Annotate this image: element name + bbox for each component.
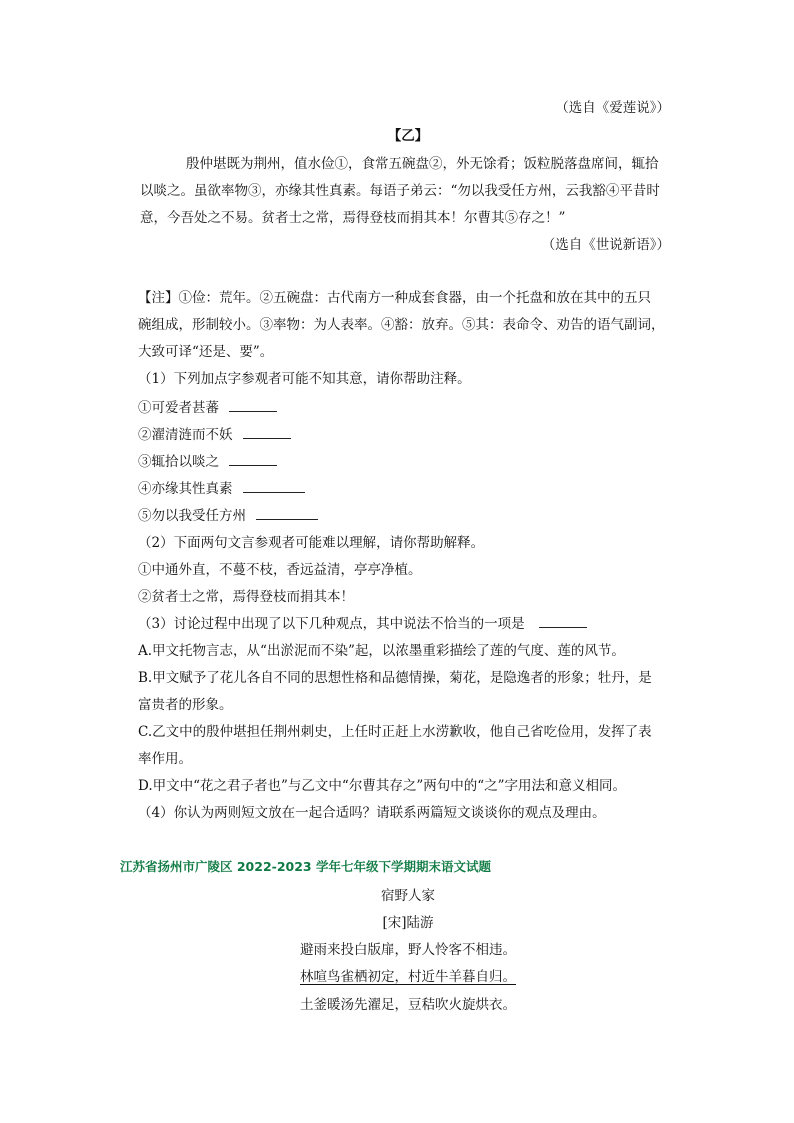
q3-line: A.甲文托物言志，从“出淤泥而不染”起，以浓墨重彩描绘了莲的气度、莲的风节。 bbox=[138, 643, 625, 659]
q1-item-text: ①可爱者甚蕃 bbox=[138, 400, 219, 416]
yi-line-3: 意，今吾处之不易。贫者士之常，焉得登枝而捐其本！尔曹其⑤存之！” bbox=[140, 210, 566, 226]
q2-item: ②贫者士之常，焉得登枝而捐其本！ bbox=[138, 589, 354, 605]
q3-prompt: （3）讨论过程中出现了以下几种观点，其中说法不恰当的一项是 bbox=[138, 616, 525, 632]
q3-line: D.甲文中“花之君子者也”与乙文中“尔曹其存之”两句中的“之”字用法和意义相同。 bbox=[138, 778, 627, 794]
q1-item-text: ③辄拾以啖之 bbox=[138, 454, 219, 470]
answer-blank[interactable] bbox=[243, 426, 291, 439]
q1-item bbox=[138, 396, 277, 416]
note-line-2: 碗组成，形制较小。③率物：为人表率。④豁：放弃。⑤其：表命令、劝告的语气副词， bbox=[138, 317, 665, 333]
q1-item-text: ⑤勿以我受任方州 bbox=[138, 508, 246, 524]
q3-line: 富贵者的形象。 bbox=[138, 697, 233, 713]
q2-item: ①中通外直，不蔓不枝，香远益清，亭亭净植。 bbox=[138, 562, 422, 578]
q1-item bbox=[138, 423, 291, 443]
yi-line-1: 殷仲堪既为荆州，值水俭①，食常五碗盘②，外无馀肴；饭粒脱落盘席间，辄拾 bbox=[186, 156, 659, 172]
jia-source: （选自《爱莲说》） bbox=[555, 100, 670, 116]
q1-item bbox=[138, 477, 305, 497]
q3-line: B.甲文赋予了花儿各自不同的思想性格和品德情操，菊花，是隐逸者的形象；牡丹，是 bbox=[138, 670, 652, 686]
answer-blank[interactable] bbox=[229, 399, 277, 412]
answer-blank[interactable] bbox=[229, 453, 277, 466]
question-4: （4）你认为两则短文放在一起合适吗？请联系两篇短文谈谈你的观点及理由。 bbox=[138, 805, 606, 821]
q3-line: 率作用。 bbox=[138, 751, 192, 767]
note-line-1: 【注】①俭：荒年。②五碗盘：古代南方一种成套食器，由一个托盘和放在其中的五只 bbox=[138, 290, 651, 306]
yi-heading: 【乙】 bbox=[387, 128, 429, 144]
poem-line-text: 林喧鸟雀栖初定，村近牛羊暮自归。 bbox=[300, 969, 516, 985]
poem-line: 土釜暖汤先濯足，豆秸吹火旋烘衣。 bbox=[300, 997, 516, 1013]
answer-blank[interactable] bbox=[256, 507, 318, 520]
poem-line-underlined bbox=[140, 965, 676, 985]
q2-prompt: （2）下面两句文言参观者可能难以理解，请你帮助解释。 bbox=[138, 535, 485, 551]
poem-line: 避雨来投白版扉，野人怜客不相违。 bbox=[300, 942, 516, 958]
answer-blank[interactable] bbox=[539, 615, 587, 628]
note-line-3: 大致可译“还是、要”。 bbox=[138, 344, 274, 360]
poem-author: [宋]陆游 bbox=[382, 915, 434, 931]
q1-item bbox=[138, 504, 318, 524]
q1-item-text: ②濯清涟而不妖 bbox=[138, 427, 233, 443]
section-title: 江苏省扬州市广陵区 2022-2023 学年七年级下学期期末语文试题 bbox=[120, 859, 491, 874]
q3-prompt-line bbox=[138, 612, 587, 632]
yi-line-2: 以啖之。虽欲率物③，亦缘其性真素。每语子弟云：“勿以我受任方州，云我豁④平昔时 bbox=[140, 183, 660, 199]
q1-item-text: ④亦缘其性真素 bbox=[138, 481, 233, 497]
answer-blank[interactable] bbox=[243, 480, 305, 493]
q1-prompt: （1）下列加点字参观者可能不知其意，请你帮助注释。 bbox=[138, 371, 471, 387]
q3-line: C.乙文中的殷仲堪担任荆州刺史，上任时正赶上水涝歉收，他自己省吃俭用，发挥了表 bbox=[138, 724, 652, 740]
q1-item bbox=[138, 450, 277, 470]
yi-source: （选自《世说新语》） bbox=[541, 237, 670, 253]
poem-title: 宿野人家 bbox=[381, 888, 435, 904]
